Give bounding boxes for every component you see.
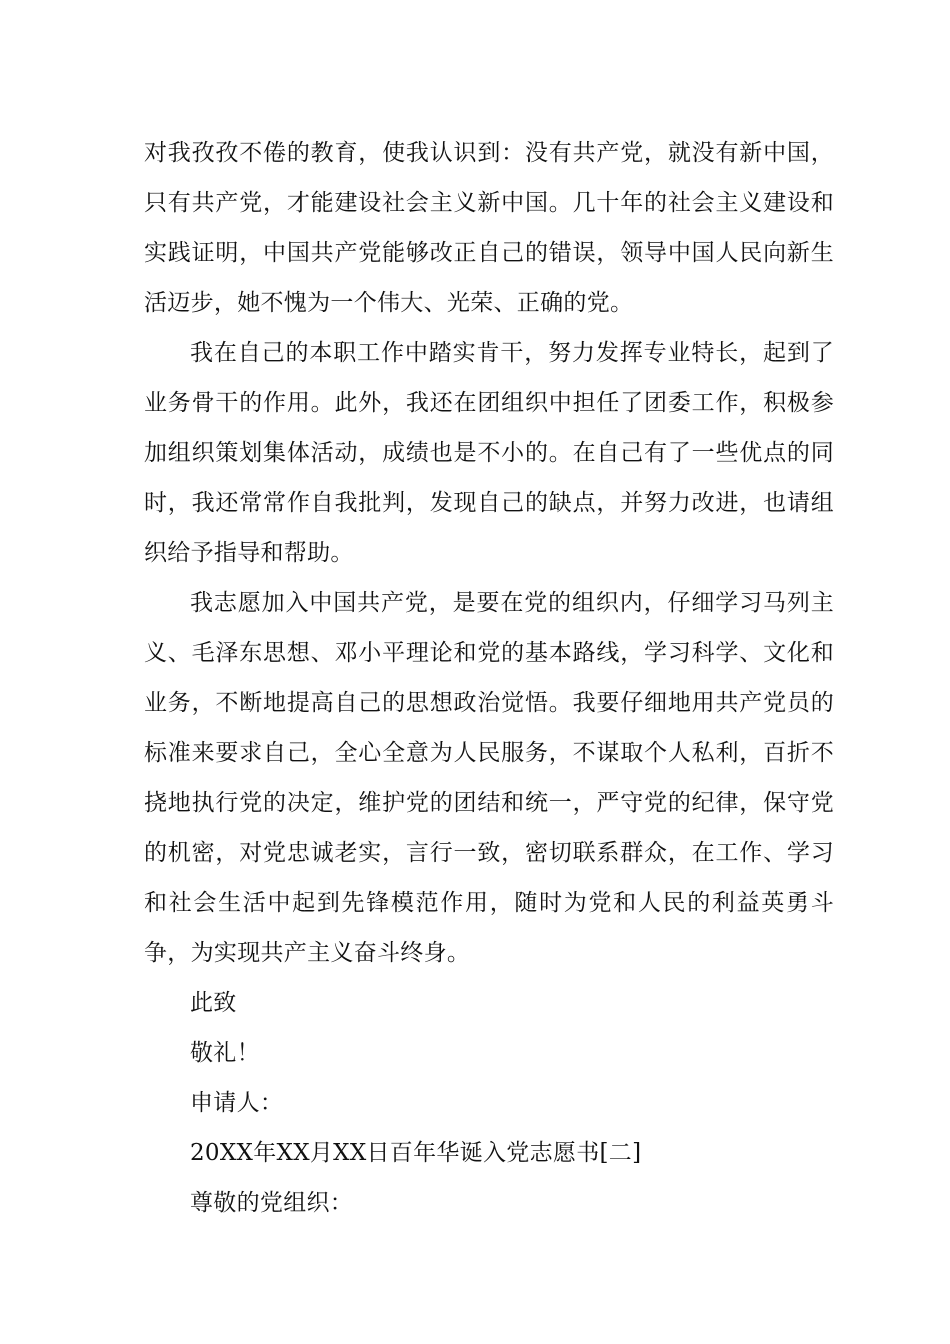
closing-salutation: 此致	[190, 990, 237, 1016]
applicant-label: 申请人：	[190, 1090, 284, 1116]
paragraph-continuation: 对我孜孜不倦的教育，使我认识到：没有共产党，就没有新中国，只有共产党，才能建设社会主义新中国。几十年的社会主义建设和实践证明，中国共产党能够改正自己的错误，领导中国人民向新生活迈步，她不愧为一个伟大、光荣、正确的党。	[144, 140, 834, 316]
paragraph-pledge: 我志愿加入中国共产党，是要在党的组织内，仔细学习马列主义、毛泽东思想、邓小平理论和党的基本路线，学习科学、文化和业务，不断地提高自己的思想政治觉悟。我要仔细地用共产党员的标准来要求自己，全心全意为人民服务，不谋取个人私利，百折不挠地执行党的决定，维护党的团结和统一，严守党的纪律，保守党的机密，对党忠诚老实，言行一致，密切联系群众，在工作、学习和社会生活中起到先锋模范作用，随时为党和人民的利益英勇斗争，为实现共产主义奋斗终身。	[144, 590, 834, 966]
closing-respect: 敬礼！	[190, 1040, 260, 1066]
date-and-title: 20XX年XX月XX日百年华诞入党志愿书[二]	[190, 1140, 642, 1166]
document-body	[144, 128, 834, 1228]
next-greeting: 尊敬的党组织：	[190, 1190, 354, 1216]
paragraph-work: 我在自己的本职工作中踏实肯干，努力发挥专业特长，起到了业务骨干的作用。此外，我还在团组织中担任了团委工作，积极参加组织策划集体活动，成绩也是不小的。在自己有了一些优点的同时，我还常常作自我批判，发现自己的缺点，并努力改进，也请组织给予指导和帮助。	[144, 340, 834, 566]
